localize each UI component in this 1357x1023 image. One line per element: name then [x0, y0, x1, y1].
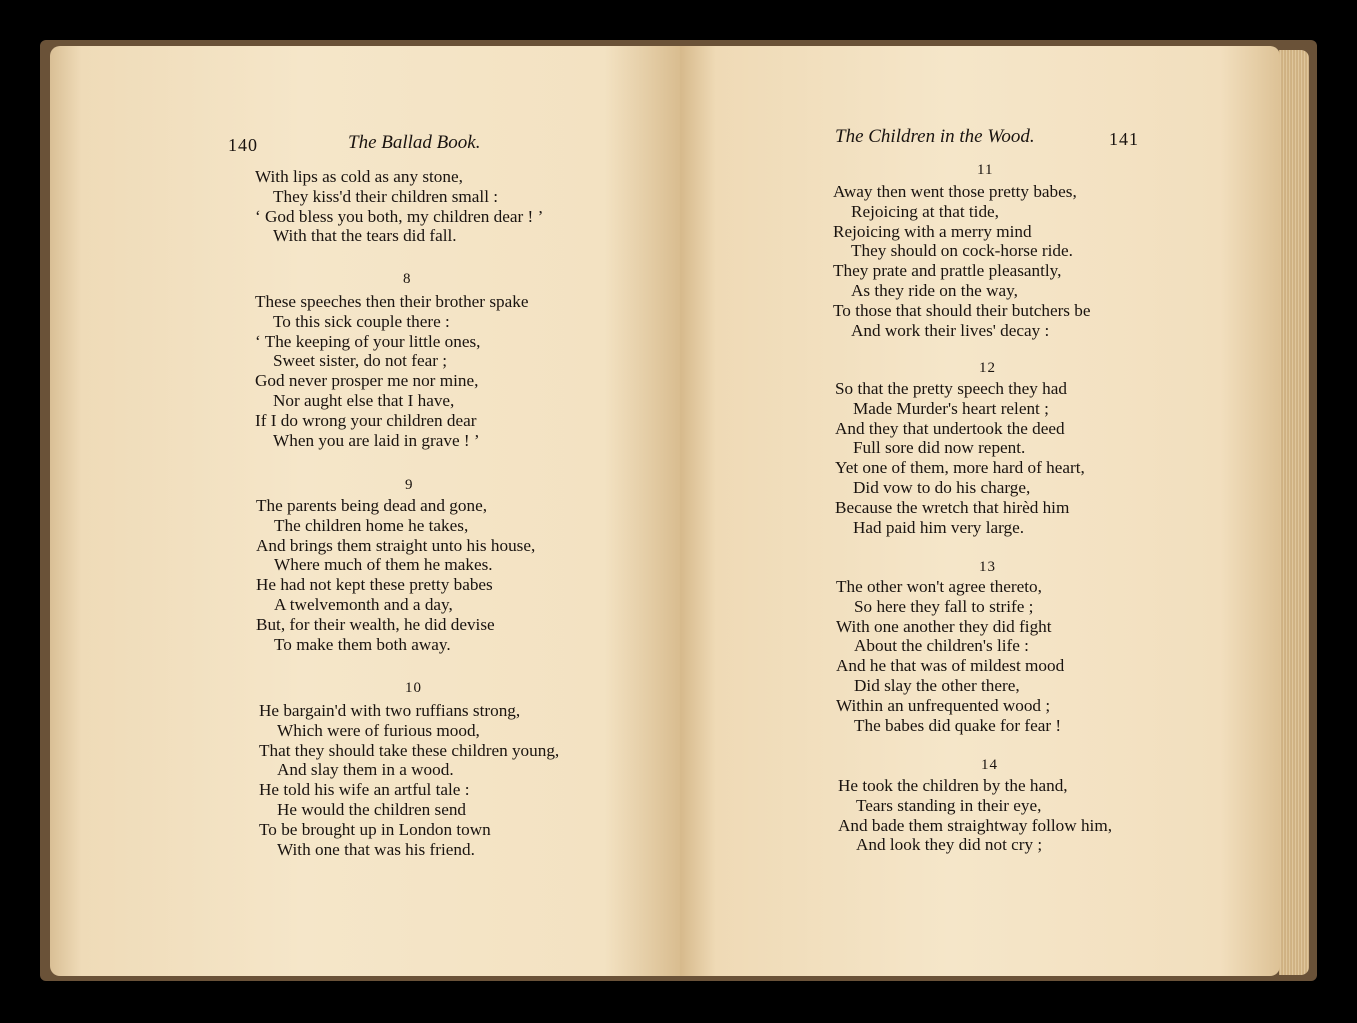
poem-line: Which were of furious mood,: [277, 720, 480, 740]
stanza-number: 10: [405, 680, 422, 696]
poem-line: Tears standing in their eye,: [856, 795, 1042, 815]
poem-line: He bargain'd with two ruffians strong,: [259, 701, 521, 720]
stanza-number: 12: [979, 360, 996, 376]
running-title: The Ballad Book.: [348, 132, 481, 153]
poem-line: Yet one of them, more hard of heart,: [835, 458, 1085, 478]
stanza-number: 13: [979, 559, 996, 575]
poem-line: The babes did quake for fear !: [854, 715, 1062, 735]
poem-line: Nor aught else that I have,: [273, 391, 455, 410]
poem-line: To be brought up in London town: [259, 819, 491, 839]
poem-line: With one another they did fight: [836, 616, 1052, 636]
poem-line: These speeches then their brother spake: [255, 292, 529, 311]
poem-line: With that the tears did fall.: [273, 226, 457, 246]
poem-line: Where much of them he makes.: [274, 555, 493, 575]
poem-line: And he that was of mildest mood: [836, 656, 1065, 676]
poem-line: Rejoicing with a merry mind: [833, 221, 1032, 241]
poem-line: And slay them in a wood.: [277, 760, 454, 780]
poem-line: Did slay the other there,: [854, 676, 1020, 695]
poem-line: If I do wrong your children dear: [255, 410, 477, 430]
running-title: The Children in the Wood.: [835, 126, 1035, 147]
page-edges: [1279, 50, 1309, 975]
poem-line: The other won't agree thereto,: [836, 577, 1042, 596]
poem-line: When you are laid in grave ! ’: [273, 430, 480, 450]
poem-line: To make them both away.: [274, 634, 451, 654]
poem-line: Rejoicing at that tide,: [851, 201, 999, 221]
poem-line: Within an unfrequented wood ;: [836, 695, 1051, 715]
poem-line: And brings them straight unto his house,: [256, 535, 536, 555]
right-page: [680, 46, 1280, 976]
poem-line: God never prosper me nor mine,: [255, 371, 479, 391]
poem-line: That they should take these children young,: [259, 740, 560, 760]
stanza-number: 8: [403, 271, 412, 287]
page-number: 141: [1109, 129, 1139, 149]
poem-line: Sweet sister, do not fear ;: [273, 351, 448, 371]
poem-line: As they ride on the way,: [851, 281, 1018, 300]
poem-line: They should on cock-horse ride.: [851, 241, 1073, 261]
poem-line: About the children's life :: [854, 636, 1029, 656]
poem-line: He had not kept these pretty babes: [256, 575, 493, 595]
poem-line: And bade them straightway follow him,: [838, 815, 1112, 835]
poem-line: He took the children by the hand,: [838, 776, 1068, 795]
poem-line: With lips as cold as any stone,: [255, 167, 463, 186]
left-page: [50, 46, 680, 976]
poem-line: With one that was his friend.: [277, 839, 475, 859]
stanza-number: 14: [981, 757, 998, 773]
page-number: 140: [228, 135, 258, 155]
poem-line: Away then went those pretty babes,: [833, 182, 1077, 201]
poem-line: They prate and prattle pleasantly,: [833, 261, 1062, 281]
poem-line: But, for their wealth, he did devise: [256, 614, 495, 634]
poem-line: Did vow to do his charge,: [853, 478, 1031, 497]
poem-line: ‘ God bless you both, my children dear ! ’: [255, 206, 544, 226]
stanza-number: 9: [405, 477, 414, 493]
stanza-number: 11: [977, 162, 994, 178]
poem-line: Made Murder's heart relent ;: [853, 398, 1049, 418]
poem-line: So that the pretty speech they had: [835, 379, 1067, 398]
poem-line: So here they fall to strife ;: [854, 596, 1034, 616]
poem-line: They kiss'd their children small :: [273, 186, 499, 206]
poem-line: Because the wretch that hirèd him: [835, 497, 1070, 517]
poem-line: He told his wife an artful tale :: [259, 780, 470, 800]
poem-line: And look they did not cry ;: [856, 835, 1043, 855]
poem-line: And they that undertook the deed: [835, 418, 1065, 438]
poem-line: To this sick couple there :: [273, 311, 450, 331]
poem-line: The children home he takes,: [274, 515, 469, 535]
poem-line: To those that should their butchers be: [833, 300, 1091, 320]
poem-line: Full sore did now repent.: [853, 438, 1026, 458]
open-book: [40, 40, 1317, 981]
poem-line: ‘ The keeping of your little ones,: [255, 331, 481, 351]
poem-line: He would the children send: [277, 800, 467, 819]
poem-line: A twelvemonth and a day,: [274, 595, 453, 614]
poem-line: And work their lives' decay :: [851, 320, 1050, 340]
poem-line: The parents being dead and gone,: [256, 496, 487, 515]
poem-line: Had paid him very large.: [853, 517, 1025, 537]
